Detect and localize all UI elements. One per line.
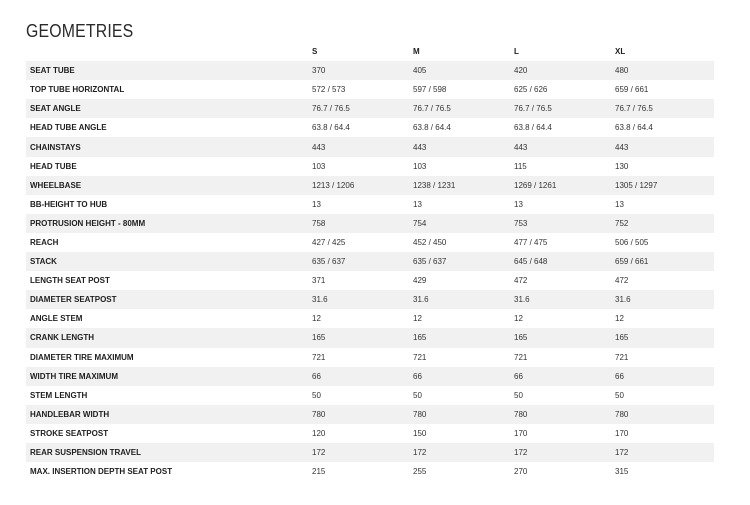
cell-m: 13 — [413, 199, 422, 209]
cell-s: 443 — [312, 142, 326, 152]
cell-l: 115 — [514, 161, 527, 171]
cell-m: 635 / 637 — [413, 257, 447, 267]
cell-l: 645 / 648 — [514, 257, 548, 267]
row-label: REAR SUSPENSION TRAVEL — [30, 448, 141, 458]
cell-m: 103 — [413, 161, 427, 171]
cell-m: 780 — [413, 409, 427, 419]
table-row — [26, 367, 714, 386]
column-header-s: S — [312, 47, 318, 57]
table-body — [26, 61, 714, 481]
cell-l: 170 — [514, 428, 528, 438]
table-row — [26, 424, 714, 443]
cell-xl: 165 — [615, 333, 629, 343]
cell-l: 625 / 626 — [514, 85, 548, 95]
cell-s: 758 — [312, 218, 326, 228]
cell-m: 452 / 450 — [413, 237, 447, 247]
row-label: DIAMETER SEATPOST — [30, 295, 117, 305]
cell-m: 12 — [413, 314, 422, 324]
cell-l: 66 — [514, 371, 523, 381]
table-row — [26, 462, 714, 481]
cell-m: 443 — [413, 142, 427, 152]
cell-s: 1213 / 1206 — [312, 180, 355, 190]
cell-xl: 721 — [615, 352, 629, 362]
table-row — [26, 405, 714, 424]
cell-s: 13 — [312, 199, 321, 209]
row-label: STROKE SEATPOST — [30, 428, 109, 438]
cell-l: 13 — [514, 199, 523, 209]
column-header-xl: XL — [615, 47, 626, 57]
cell-s: 371 — [312, 276, 326, 286]
cell-s: 215 — [312, 467, 326, 477]
cell-m: 405 — [413, 66, 427, 76]
row-label: WIDTH TIRE MAXIMUM — [30, 371, 118, 381]
cell-xl: 780 — [615, 409, 629, 419]
table-row — [26, 157, 714, 176]
row-label: BB-HEIGHT TO HUB — [30, 199, 108, 209]
table-row — [26, 290, 714, 309]
cell-m: 31.6 — [413, 295, 429, 305]
table-row — [26, 386, 714, 405]
cell-s: 780 — [312, 409, 326, 419]
cell-l: 63.8 / 64.4 — [514, 123, 552, 133]
table-row — [26, 80, 714, 99]
cell-m: 172 — [413, 448, 427, 458]
cell-xl: 315 — [615, 467, 629, 477]
cell-s: 103 — [312, 161, 326, 171]
cell-xl: 66 — [615, 371, 624, 381]
cell-s: 165 — [312, 333, 326, 343]
cell-m: 66 — [413, 371, 422, 381]
row-label: STACK — [30, 257, 57, 267]
cell-xl: 472 — [615, 276, 629, 286]
cell-m: 721 — [413, 352, 427, 362]
cell-s: 172 — [312, 448, 326, 458]
cell-xl: 659 / 661 — [615, 85, 649, 95]
geometry-table — [26, 42, 714, 481]
cell-s: 12 — [312, 314, 321, 324]
row-label: SEAT ANGLE — [30, 104, 81, 114]
cell-l: 12 — [514, 314, 523, 324]
table-row — [26, 137, 714, 156]
cell-s: 120 — [312, 428, 326, 438]
table-row — [26, 309, 714, 328]
cell-xl: 13 — [615, 199, 624, 209]
cell-xl: 170 — [615, 428, 629, 438]
cell-l: 165 — [514, 333, 528, 343]
table-row — [26, 328, 714, 347]
row-label: DIAMETER TIRE MAXIMUM — [30, 352, 134, 362]
cell-l: 270 — [514, 467, 528, 477]
table-row — [26, 61, 714, 80]
table-row — [26, 176, 714, 195]
cell-s: 572 / 573 — [312, 85, 346, 95]
cell-s: 66 — [312, 371, 321, 381]
cell-s: 635 / 637 — [312, 257, 346, 267]
table-row — [26, 233, 714, 252]
cell-l: 472 — [514, 276, 528, 286]
cell-xl: 752 — [615, 218, 629, 228]
page-title: GEOMETRIES — [26, 21, 134, 41]
cell-l: 76.7 / 76.5 — [514, 104, 552, 114]
cell-m: 597 / 598 — [413, 85, 447, 95]
row-label: HEAD TUBE ANGLE — [30, 123, 107, 133]
cell-l: 477 / 475 — [514, 237, 548, 247]
cell-xl: 506 / 505 — [615, 237, 649, 247]
row-label: CHAINSTAYS — [30, 142, 81, 152]
cell-m: 1238 / 1231 — [413, 180, 456, 190]
cell-l: 1269 / 1261 — [514, 180, 557, 190]
table-row — [26, 195, 714, 214]
row-label: HANDLEBAR WIDTH — [30, 409, 110, 419]
table-row — [26, 443, 714, 462]
row-label: CRANK LENGTH — [30, 333, 94, 343]
cell-l: 172 — [514, 448, 528, 458]
row-label: PROTRUSION HEIGHT - 80MM — [30, 218, 146, 228]
cell-xl: 63.8 / 64.4 — [615, 123, 653, 133]
row-label: STEM LENGTH — [30, 390, 88, 400]
cell-m: 429 — [413, 276, 427, 286]
row-label: HEAD TUBE — [30, 161, 77, 171]
cell-l: 753 — [514, 218, 528, 228]
table-row — [26, 99, 714, 118]
cell-l: 443 — [514, 142, 528, 152]
table-row — [26, 252, 714, 271]
row-label: SEAT TUBE — [30, 66, 75, 76]
cell-s: 50 — [312, 390, 321, 400]
table-row — [26, 214, 714, 233]
cell-s: 76.7 / 76.5 — [312, 104, 350, 114]
cell-l: 31.6 — [514, 295, 530, 305]
cell-m: 754 — [413, 218, 427, 228]
cell-m: 165 — [413, 333, 427, 343]
row-label: WHEELBASE — [30, 180, 82, 190]
cell-xl: 12 — [615, 314, 624, 324]
cell-l: 420 — [514, 66, 528, 76]
table-header-row — [26, 42, 714, 61]
cell-s: 721 — [312, 352, 326, 362]
column-header-m: M — [413, 47, 420, 57]
cell-s: 427 / 425 — [312, 237, 346, 247]
row-label: REACH — [30, 237, 59, 247]
cell-s: 31.6 — [312, 295, 328, 305]
cell-s: 63.8 / 64.4 — [312, 123, 350, 133]
cell-l: 50 — [514, 390, 523, 400]
cell-xl: 31.6 — [615, 295, 631, 305]
table-row — [26, 118, 714, 137]
cell-xl: 172 — [615, 448, 629, 458]
cell-xl: 443 — [615, 142, 629, 152]
column-header-l: L — [514, 47, 519, 57]
cell-xl: 50 — [615, 390, 624, 400]
row-label: LENGTH SEAT POST — [30, 276, 110, 286]
cell-xl: 130 — [615, 161, 629, 171]
cell-m: 63.8 / 64.4 — [413, 123, 451, 133]
cell-xl: 76.7 / 76.5 — [615, 104, 653, 114]
cell-xl: 480 — [615, 66, 629, 76]
cell-s: 370 — [312, 66, 326, 76]
cell-m: 150 — [413, 428, 427, 438]
cell-m: 255 — [413, 467, 427, 477]
cell-l: 780 — [514, 409, 528, 419]
cell-xl: 659 / 661 — [615, 257, 649, 267]
cell-m: 50 — [413, 390, 422, 400]
row-label: ANGLE STEM — [30, 314, 83, 324]
cell-l: 721 — [514, 352, 528, 362]
row-label: MAX. INSERTION DEPTH SEAT POST — [30, 467, 173, 477]
cell-m: 76.7 / 76.5 — [413, 104, 451, 114]
cell-xl: 1305 / 1297 — [615, 180, 658, 190]
row-label: TOP TUBE HORIZONTAL — [30, 85, 125, 95]
table-row — [26, 271, 714, 290]
table-row — [26, 348, 714, 367]
